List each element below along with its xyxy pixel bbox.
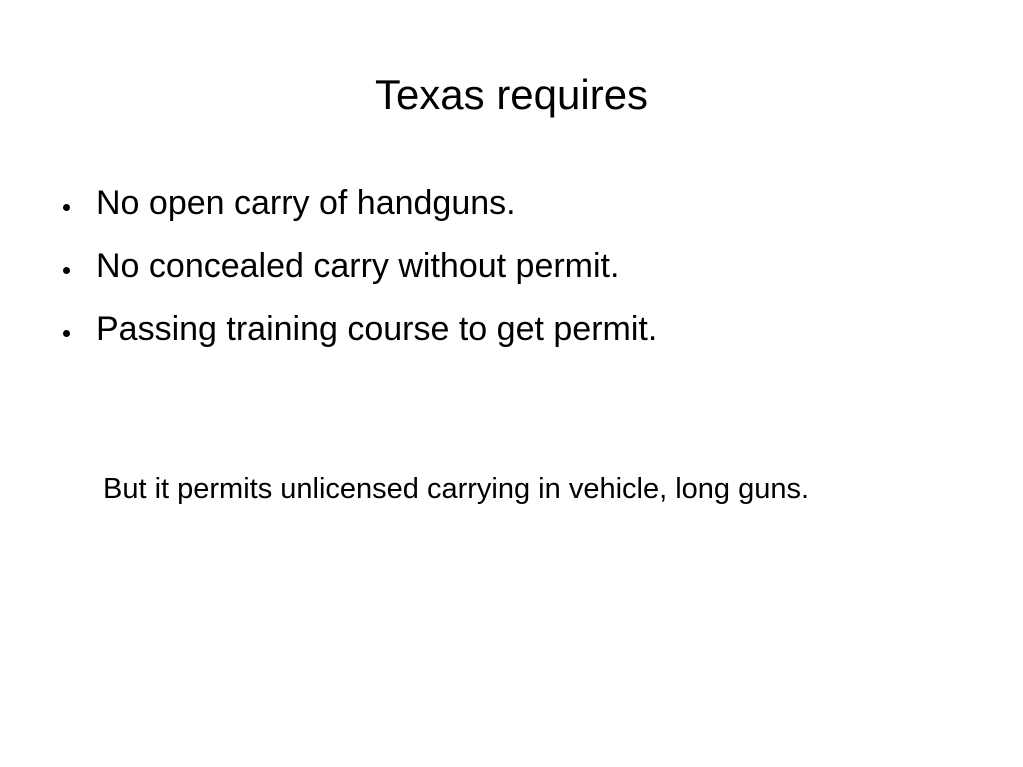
bullet-text: Passing training course to get permit. — [96, 310, 658, 348]
bullet-text: No open carry of handguns. — [96, 184, 516, 222]
bullet-dot-icon — [63, 330, 70, 337]
slide-note: But it permits unlicensed carrying in vehicle, long guns. — [103, 473, 810, 505]
bullet-item — [58, 176, 657, 239]
bullet-item — [58, 302, 657, 365]
slide-title: Texas requires — [374, 71, 649, 118]
bullet-dot-icon — [63, 267, 70, 274]
bullet-text: No concealed carry without permit. — [96, 247, 620, 285]
bullet-dot-icon — [63, 204, 70, 211]
bullet-list — [58, 176, 657, 365]
bullet-item — [58, 239, 657, 302]
